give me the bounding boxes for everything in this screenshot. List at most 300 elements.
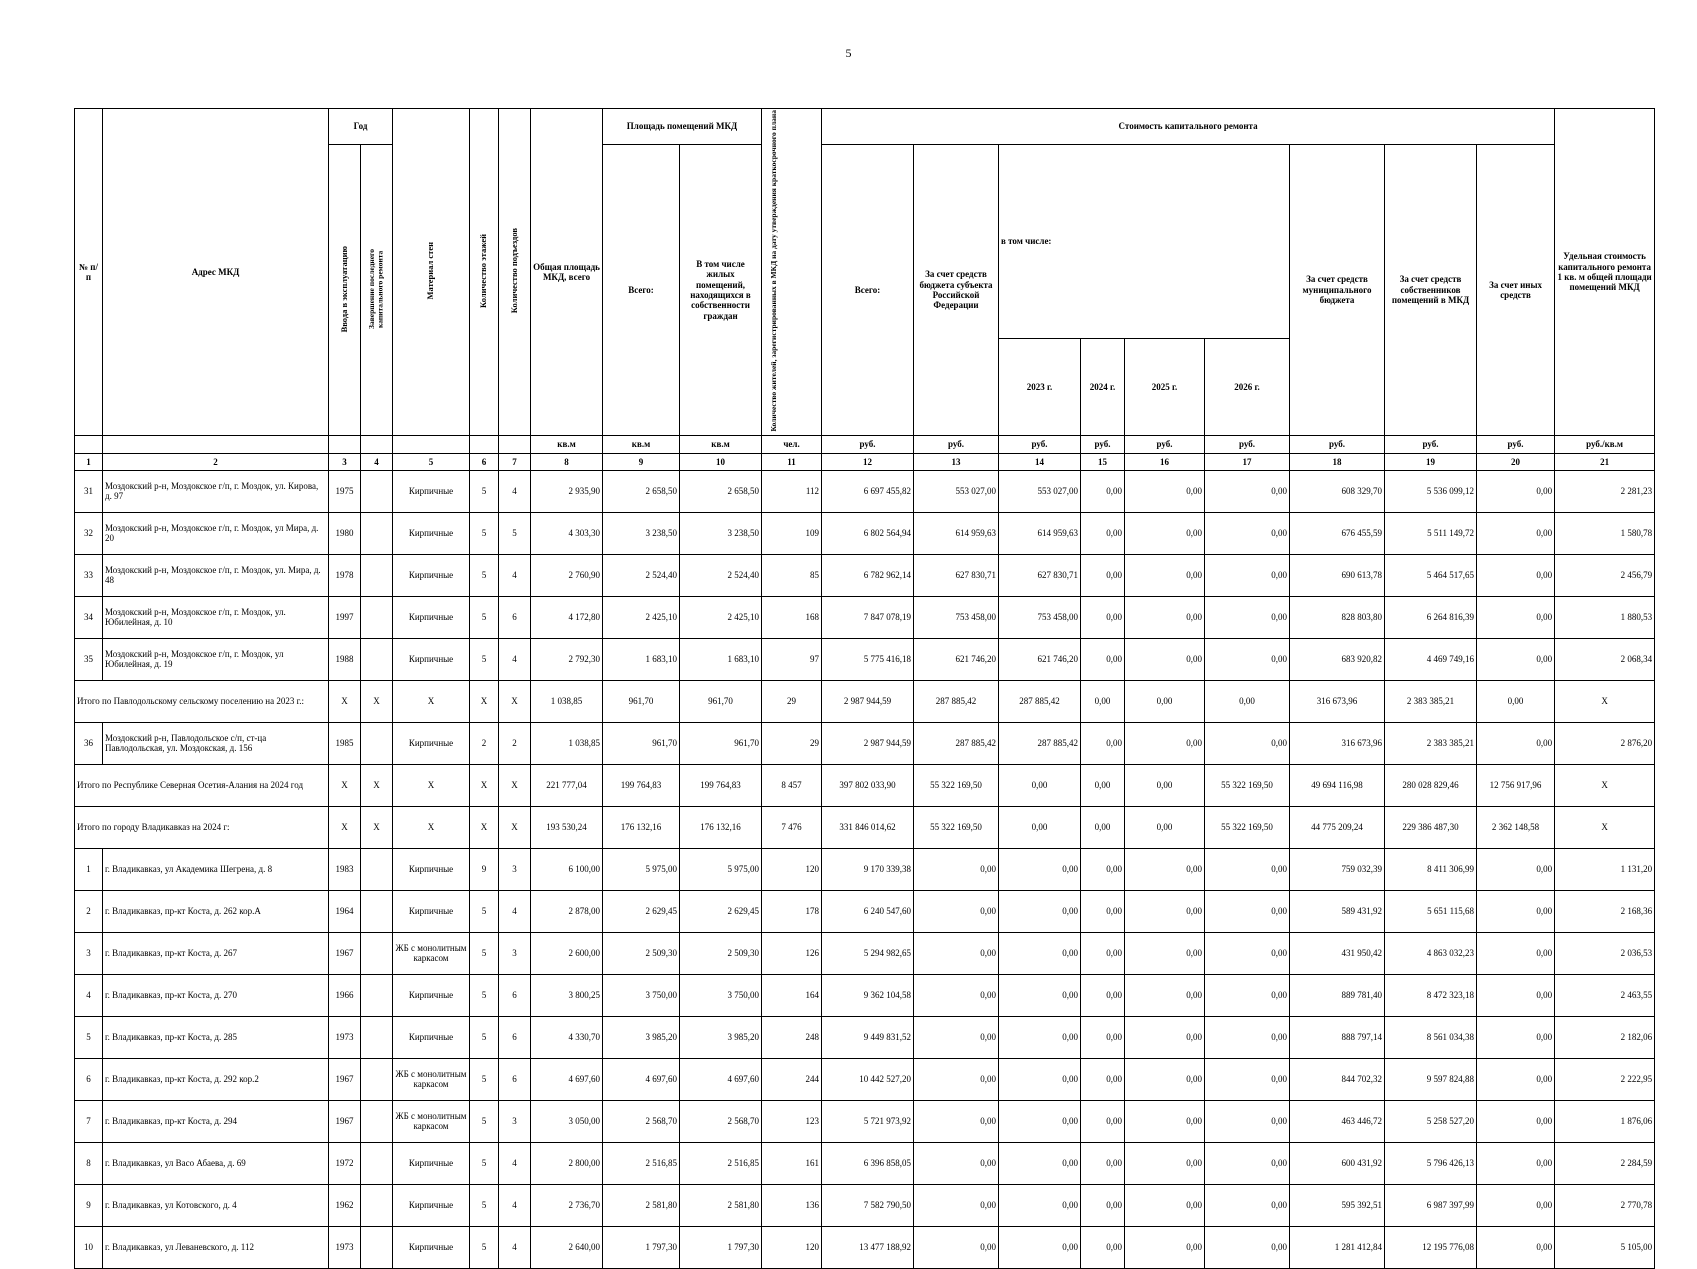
header-num: № п/п (75, 109, 103, 436)
row-c_budget: 287 885,42 (914, 722, 999, 764)
row-oth: 0,00 (1477, 554, 1555, 596)
row-year-built: 1985 (329, 722, 361, 764)
row-wall-material: Кирпичные (393, 1226, 470, 1268)
row-year-built: 1972 (329, 1142, 361, 1184)
row-y24: 0,00 (1081, 890, 1125, 932)
header-unit-cost: Удельная стоимость капитального ремонта 1 кв. м общей площади помещений МКД (1555, 109, 1655, 436)
summary-y25: 0,00 (1125, 806, 1205, 848)
row-p_cit: 3 750,00 (680, 974, 762, 1016)
row-c_total: 7 847 078,19 (822, 596, 914, 638)
row-area: 6 100,00 (531, 848, 603, 890)
row-wall-material: Кирпичные (393, 890, 470, 932)
summary-row (75, 806, 1655, 848)
table-row (75, 1226, 1655, 1268)
table-row (75, 470, 1655, 512)
row-res: 85 (762, 554, 822, 596)
row-p_total: 2 524,40 (603, 554, 680, 596)
row-entrances: 4 (499, 1184, 531, 1226)
unit-blank (470, 435, 499, 453)
row-mun: 888 797,14 (1290, 1016, 1385, 1058)
row-entrances: 4 (499, 890, 531, 932)
row-y23: 0,00 (999, 932, 1081, 974)
row-y25: 0,00 (1125, 470, 1205, 512)
row-floors: 5 (470, 932, 499, 974)
table-row (75, 974, 1655, 1016)
row-entrances: 3 (499, 932, 531, 974)
header-total-area: Общая площадь МКД, всего (531, 109, 603, 436)
row-p_total: 3 238,50 (603, 512, 680, 554)
row-year-repair (361, 1100, 393, 1142)
summary-c_total: 2 987 944,59 (822, 680, 914, 722)
summary-y24: 0,00 (1081, 806, 1125, 848)
row-p_cit: 3 238,50 (680, 512, 762, 554)
column-number: 8 (531, 453, 603, 470)
row-mun: 828 803,80 (1290, 596, 1385, 638)
row-c_total: 7 582 790,50 (822, 1184, 914, 1226)
row-y25: 0,00 (1125, 554, 1205, 596)
row-y25: 0,00 (1125, 932, 1205, 974)
row-own: 5 464 517,65 (1385, 554, 1477, 596)
row-y23: 553 027,00 (999, 470, 1081, 512)
row-c_total: 10 442 527,20 (822, 1058, 914, 1100)
summary-x: X (499, 806, 531, 848)
column-numbers-row (75, 453, 1655, 470)
table-row (75, 890, 1655, 932)
row-y23: 0,00 (999, 1142, 1081, 1184)
row-year-built: 1980 (329, 512, 361, 554)
row-floors: 5 (470, 1058, 499, 1100)
row-c_total: 13 477 188,92 (822, 1226, 914, 1268)
row-p_total: 961,70 (603, 722, 680, 764)
row-y24: 0,00 (1081, 1016, 1125, 1058)
row-p_cit: 2 568,70 (680, 1100, 762, 1142)
row-year-repair (361, 1226, 393, 1268)
row-c_budget: 614 959,63 (914, 512, 999, 554)
page-number: 5 (845, 46, 852, 60)
summary-x: X (393, 764, 470, 806)
row-y25: 0,00 (1125, 1100, 1205, 1142)
summary-y25: 0,00 (1125, 680, 1205, 722)
row-p_total: 3 985,20 (603, 1016, 680, 1058)
row-mun: 595 392,51 (1290, 1184, 1385, 1226)
row-floors: 5 (470, 974, 499, 1016)
unit-blank (75, 435, 103, 453)
row-y24: 0,00 (1081, 722, 1125, 764)
row-c_total: 9 449 831,52 (822, 1016, 914, 1058)
row-mun: 316 673,96 (1290, 722, 1385, 764)
row-c_total: 6 782 962,14 (822, 554, 914, 596)
row-entrances: 5 (499, 512, 531, 554)
row-p_cit: 961,70 (680, 722, 762, 764)
row-y24: 0,00 (1081, 512, 1125, 554)
row-year-built: 1983 (329, 848, 361, 890)
row-y23: 0,00 (999, 1226, 1081, 1268)
row-p_cit: 4 697,60 (680, 1058, 762, 1100)
row-c_total: 9 170 339,38 (822, 848, 914, 890)
row-year-built: 1962 (329, 1184, 361, 1226)
row-wall-material: Кирпичные (393, 974, 470, 1016)
row-p_cit: 3 985,20 (680, 1016, 762, 1058)
summary-x: X (1555, 764, 1655, 806)
summary-p_total: 961,70 (603, 680, 680, 722)
row-year-built: 1967 (329, 1100, 361, 1142)
column-number: 15 (1081, 453, 1125, 470)
summary-p_cit: 961,70 (680, 680, 762, 722)
unit-cell: руб. (999, 435, 1081, 453)
table-row (75, 848, 1655, 890)
row-oth: 0,00 (1477, 1226, 1555, 1268)
summary-x: X (470, 680, 499, 722)
row-y26: 0,00 (1205, 638, 1290, 680)
row-mun: 431 950,42 (1290, 932, 1385, 974)
row-y26: 0,00 (1205, 848, 1290, 890)
summary-y26: 55 322 169,50 (1205, 806, 1290, 848)
row-year-repair (361, 1016, 393, 1058)
table-row (75, 1016, 1655, 1058)
row-y24: 0,00 (1081, 1100, 1125, 1142)
row-oth: 0,00 (1477, 1058, 1555, 1100)
row-oth: 0,00 (1477, 1016, 1555, 1058)
column-number: 10 (680, 453, 762, 470)
row-c_budget: 621 746,20 (914, 638, 999, 680)
row-number: 8 (75, 1142, 103, 1184)
summary-own: 229 386 487,30 (1385, 806, 1477, 848)
summary-label: Итого по Республике Северная Осетия-Алания на 2024 год (75, 764, 329, 806)
header-residents (762, 109, 822, 436)
row-y26: 0,00 (1205, 1226, 1290, 1268)
row-mun: 608 329,70 (1290, 470, 1385, 512)
summary-p_cit: 176 132,16 (680, 806, 762, 848)
header-year-built (329, 145, 361, 436)
summary-own: 280 028 829,46 (1385, 764, 1477, 806)
unit-cell: руб. (914, 435, 999, 453)
row-y24: 0,00 (1081, 1142, 1125, 1184)
summary-y25: 0,00 (1125, 764, 1205, 806)
row-unit-cost: 1 131,20 (1555, 848, 1655, 890)
summary-y23: 287 885,42 (999, 680, 1081, 722)
row-year-built: 1967 (329, 1058, 361, 1100)
row-year-repair (361, 638, 393, 680)
row-oth: 0,00 (1477, 974, 1555, 1016)
header-wall-material-text: Материал стен (425, 242, 436, 300)
header-residents-text: Количество жителей, зарегистрированных в МКД на дату утверждения краткосрочного плана (768, 110, 778, 432)
row-number: 36 (75, 722, 103, 764)
header-floors (470, 109, 499, 436)
summary-y23: 0,00 (999, 806, 1081, 848)
header-cost-owners: За счет средств собственников помещений в МКД (1385, 145, 1477, 436)
row-res: 97 (762, 638, 822, 680)
summary-row (75, 764, 1655, 806)
unit-cell: руб. (822, 435, 914, 453)
row-unit-cost: 2 770,78 (1555, 1184, 1655, 1226)
row-address: Моздокский р-н, Моздокское г/п, г. Моздок, ул Юбилейная, д. 19 (103, 638, 329, 680)
row-oth: 0,00 (1477, 638, 1555, 680)
row-address: г. Владикавказ, пр-кт Коста, д. 285 (103, 1016, 329, 1058)
column-number: 1 (75, 453, 103, 470)
summary-own: 2 383 385,21 (1385, 680, 1477, 722)
row-c_total: 6 396 858,05 (822, 1142, 914, 1184)
row-own: 6 987 397,99 (1385, 1184, 1477, 1226)
row-number: 31 (75, 470, 103, 512)
row-p_cit: 2 509,30 (680, 932, 762, 974)
row-own: 4 863 032,23 (1385, 932, 1477, 974)
row-c_budget: 0,00 (914, 890, 999, 932)
row-unit-cost: 5 105,00 (1555, 1226, 1655, 1268)
row-address: г. Владикавказ, пр-кт Коста, д. 262 кор.А (103, 890, 329, 932)
header-premises-total: Всего: (603, 145, 680, 436)
row-y24: 0,00 (1081, 596, 1125, 638)
row-entrances: 6 (499, 1016, 531, 1058)
summary-x: X (329, 680, 361, 722)
row-entrances: 3 (499, 848, 531, 890)
table-row (75, 1184, 1655, 1226)
row-y23: 753 458,00 (999, 596, 1081, 638)
row-oth: 0,00 (1477, 1142, 1555, 1184)
summary-area: 1 038,85 (531, 680, 603, 722)
header-2023: 2023 г. (999, 338, 1081, 435)
row-y23: 621 746,20 (999, 638, 1081, 680)
row-res: 123 (762, 1100, 822, 1142)
row-y25: 0,00 (1125, 974, 1205, 1016)
row-y25: 0,00 (1125, 1226, 1205, 1268)
unit-cell: руб. (1081, 435, 1125, 453)
summary-res: 7 476 (762, 806, 822, 848)
row-entrances: 4 (499, 1142, 531, 1184)
row-unit-cost: 2 036,53 (1555, 932, 1655, 974)
row-area: 3 800,25 (531, 974, 603, 1016)
row-year-repair (361, 512, 393, 554)
unit-cell: кв.м (531, 435, 603, 453)
summary-mun: 44 775 209,24 (1290, 806, 1385, 848)
row-unit-cost: 2 876,20 (1555, 722, 1655, 764)
row-oth: 0,00 (1477, 932, 1555, 974)
row-entrances: 2 (499, 722, 531, 764)
row-year-repair (361, 554, 393, 596)
summary-c_budget: 55 322 169,50 (914, 806, 999, 848)
row-area: 2 640,00 (531, 1226, 603, 1268)
row-year-built: 1973 (329, 1016, 361, 1058)
row-y25: 0,00 (1125, 1142, 1205, 1184)
row-oth: 0,00 (1477, 722, 1555, 764)
row-wall-material: Кирпичные (393, 638, 470, 680)
row-oth: 0,00 (1477, 1184, 1555, 1226)
unit-cell: руб. (1290, 435, 1385, 453)
header-2024: 2024 г. (1081, 338, 1125, 435)
row-y23: 0,00 (999, 890, 1081, 932)
unit-cell: руб./кв.м (1555, 435, 1655, 453)
summary-c_total: 331 846 014,62 (822, 806, 914, 848)
row-wall-material: ЖБ с монолитным каркасом (393, 932, 470, 974)
column-number: 18 (1290, 453, 1385, 470)
row-own: 4 469 749,16 (1385, 638, 1477, 680)
row-wall-material: Кирпичные (393, 848, 470, 890)
row-area: 2 760,90 (531, 554, 603, 596)
summary-p_total: 199 764,83 (603, 764, 680, 806)
summary-x: X (361, 764, 393, 806)
row-c_budget: 0,00 (914, 974, 999, 1016)
row-address: Моздокский р-н, Моздокское г/п, г. Моздок, ул. Мира, д. 48 (103, 554, 329, 596)
row-y26: 0,00 (1205, 932, 1290, 974)
row-c_budget: 0,00 (914, 848, 999, 890)
column-number: 5 (393, 453, 470, 470)
row-p_total: 3 750,00 (603, 974, 680, 1016)
row-y24: 0,00 (1081, 1058, 1125, 1100)
summary-oth: 0,00 (1477, 680, 1555, 722)
header-year-group: Год (329, 109, 393, 145)
row-y24: 0,00 (1081, 470, 1125, 512)
row-number: 2 (75, 890, 103, 932)
summary-c_budget: 287 885,42 (914, 680, 999, 722)
summary-x: X (470, 764, 499, 806)
row-unit-cost: 1 880,53 (1555, 596, 1655, 638)
column-number: 14 (999, 453, 1081, 470)
row-c_budget: 0,00 (914, 932, 999, 974)
row-y23: 0,00 (999, 974, 1081, 1016)
row-wall-material: Кирпичные (393, 470, 470, 512)
row-area: 3 050,00 (531, 1100, 603, 1142)
row-floors: 5 (470, 1226, 499, 1268)
row-own: 12 195 776,08 (1385, 1226, 1477, 1268)
row-y26: 0,00 (1205, 470, 1290, 512)
row-address: г. Владикавказ, ул Леваневского, д. 112 (103, 1226, 329, 1268)
unit-blank (329, 435, 361, 453)
row-floors: 5 (470, 470, 499, 512)
column-number: 20 (1477, 453, 1555, 470)
row-y26: 0,00 (1205, 890, 1290, 932)
row-y26: 0,00 (1205, 974, 1290, 1016)
row-year-built: 1964 (329, 890, 361, 932)
summary-oth: 2 362 148,58 (1477, 806, 1555, 848)
row-y25: 0,00 (1125, 848, 1205, 890)
column-number: 17 (1205, 453, 1290, 470)
row-c_budget: 553 027,00 (914, 470, 999, 512)
row-y24: 0,00 (1081, 932, 1125, 974)
row-y24: 0,00 (1081, 554, 1125, 596)
row-p_cit: 2 425,10 (680, 596, 762, 638)
row-floors: 5 (470, 1016, 499, 1058)
row-area: 1 038,85 (531, 722, 603, 764)
row-unit-cost: 2 463,55 (1555, 974, 1655, 1016)
row-p_cit: 1 683,10 (680, 638, 762, 680)
row-own: 2 383 385,21 (1385, 722, 1477, 764)
row-unit-cost: 2 222,95 (1555, 1058, 1655, 1100)
row-y24: 0,00 (1081, 848, 1125, 890)
row-floors: 5 (470, 890, 499, 932)
row-address: Моздокский р-н, Моздокское г/п, г. Моздок, ул. Кирова, д. 97 (103, 470, 329, 512)
row-year-repair (361, 932, 393, 974)
summary-p_cit: 199 764,83 (680, 764, 762, 806)
row-unit-cost: 2 182,06 (1555, 1016, 1655, 1058)
row-y26: 0,00 (1205, 1058, 1290, 1100)
row-entrances: 4 (499, 554, 531, 596)
row-year-repair (361, 470, 393, 512)
row-y23: 0,00 (999, 1058, 1081, 1100)
row-number: 35 (75, 638, 103, 680)
table-body (75, 470, 1655, 1268)
row-floors: 2 (470, 722, 499, 764)
row-year-built: 1988 (329, 638, 361, 680)
row-mun: 759 032,39 (1290, 848, 1385, 890)
row-own: 8 411 306,99 (1385, 848, 1477, 890)
row-mun: 600 431,92 (1290, 1142, 1385, 1184)
row-res: 248 (762, 1016, 822, 1058)
row-mun: 589 431,92 (1290, 890, 1385, 932)
row-c_total: 6 697 455,82 (822, 470, 914, 512)
row-y24: 0,00 (1081, 974, 1125, 1016)
row-floors: 5 (470, 596, 499, 638)
row-number: 5 (75, 1016, 103, 1058)
table-row (75, 932, 1655, 974)
row-area: 2 935,90 (531, 470, 603, 512)
unit-cell: чел. (762, 435, 822, 453)
row-res: 109 (762, 512, 822, 554)
column-number: 7 (499, 453, 531, 470)
header-cost-other: За счет иных средств (1477, 145, 1555, 436)
row-wall-material: Кирпичные (393, 554, 470, 596)
table-row (75, 1142, 1655, 1184)
header-year-repair-text: Завершение последнего капитального ремонта (367, 248, 385, 329)
row-floors: 5 (470, 1100, 499, 1142)
column-number: 16 (1125, 453, 1205, 470)
row-y25: 0,00 (1125, 512, 1205, 554)
row-y23: 0,00 (999, 848, 1081, 890)
row-year-built: 1978 (329, 554, 361, 596)
header-cost-total: Всего: (822, 145, 914, 436)
row-c_total: 5 721 973,92 (822, 1100, 914, 1142)
summary-area: 193 530,24 (531, 806, 603, 848)
row-c_budget: 0,00 (914, 1184, 999, 1226)
row-y25: 0,00 (1125, 890, 1205, 932)
row-y26: 0,00 (1205, 596, 1290, 638)
row-unit-cost: 2 068,34 (1555, 638, 1655, 680)
summary-p_total: 176 132,16 (603, 806, 680, 848)
row-c_total: 5 294 982,65 (822, 932, 914, 974)
row-oth: 0,00 (1477, 512, 1555, 554)
table-row (75, 722, 1655, 764)
row-own: 5 511 149,72 (1385, 512, 1477, 554)
row-wall-material: Кирпичные (393, 596, 470, 638)
units-row (75, 435, 1655, 453)
summary-x: X (393, 806, 470, 848)
row-floors: 5 (470, 1184, 499, 1226)
row-number: 10 (75, 1226, 103, 1268)
header-cost-municipal: За счет средств муниципального бюджета (1290, 145, 1385, 436)
row-wall-material: ЖБ с монолитным каркасом (393, 1100, 470, 1142)
table-row (75, 512, 1655, 554)
row-wall-material: Кирпичные (393, 1142, 470, 1184)
row-number: 3 (75, 932, 103, 974)
header-entrances-text: Количество подъездов (508, 228, 519, 314)
row-wall-material: Кирпичные (393, 722, 470, 764)
row-y25: 0,00 (1125, 1016, 1205, 1058)
row-wall-material: ЖБ с монолитным каркасом (393, 1058, 470, 1100)
row-area: 4 172,80 (531, 596, 603, 638)
row-p_cit: 5 975,00 (680, 848, 762, 890)
row-number: 1 (75, 848, 103, 890)
row-own: 8 472 323,18 (1385, 974, 1477, 1016)
row-res: 244 (762, 1058, 822, 1100)
table-row (75, 1058, 1655, 1100)
row-p_total: 1 683,10 (603, 638, 680, 680)
row-number: 9 (75, 1184, 103, 1226)
summary-y26: 55 322 169,50 (1205, 764, 1290, 806)
row-address: г. Владикавказ, ул Васо Абаева, д. 69 (103, 1142, 329, 1184)
row-year-repair (361, 848, 393, 890)
row-entrances: 6 (499, 974, 531, 1016)
summary-row (75, 680, 1655, 722)
summary-x: X (361, 806, 393, 848)
row-res: 120 (762, 848, 822, 890)
